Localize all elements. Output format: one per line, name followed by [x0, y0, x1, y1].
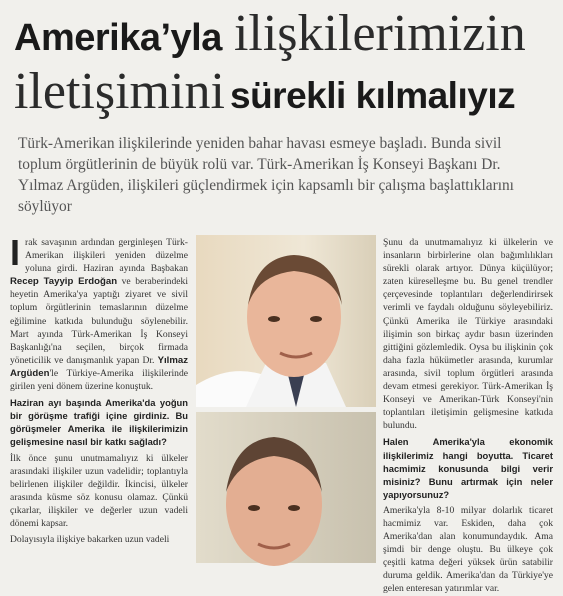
person-name-arguden: Yılmaz Argüden — [10, 354, 188, 379]
answer-paragraph-2: Dolayısıyla ilişkiye bakarken uzun vadeli — [10, 534, 170, 546]
article-column-left — [10, 232, 188, 563]
portrait-photo-bottom — [196, 412, 376, 563]
headline-line-2 — [14, 63, 554, 120]
portrait-illustration-bottom — [196, 412, 376, 563]
drop-cap: I — [10, 232, 21, 273]
intro-paragraph — [10, 232, 188, 393]
headline-line-1 — [14, 5, 554, 62]
answer-paragraph-3: Amerika'yla 8-10 milyar dolarlık ticaret hacmimiz var. Eskiden, daha çok Amerika'dan alan konumundaydık. Ama şimdi bir denge oluştu. Bu ülkeye çok çeşitli katma değeri yüksek ürün satabilir duruma geldik. Amerika'dan da Türkiye'ye gelen enteresan yatırımlar var. — [383, 504, 553, 595]
intro-text-b: ve beraberindeki heyetin Amerika'ya yaptığı ziyaret ve sivil toplum örgütlerinin temaslarının düzelme eğilimine katkıda bulunduğu söylenebilir. Mart ayında Türk-Amerikan İş Konseyi Başkanlığı'na seçilen, birçok firmada yöneticilik ve danışmanlık yapan Dr. — [10, 276, 188, 366]
portrait-photo-top — [196, 235, 376, 407]
headline-bold-1: Amerika’yla — [14, 17, 222, 59]
article-column-right — [383, 236, 553, 595]
body-paragraph: Şunu da unutmamalıyız ki ülkelerin ve insanların birbirlerine olan bağımlılıkları sürekli olarak artıyor. Dünya küçülüyor; zaten küreselleşme bu. Bu genel trendler çerçevesinde toplantıları değerlendirirsek verimli ve faydalı olduğunu söyleyebiliriz. Çünkü Amerika ile Türkiye arasındaki ilişimin son birkaç aydır basın üzerinden gittiğini gözlemledik. Oysa bu ilişkinin çok daha fazla hükümetler arasında, kurumlar arasında, sivil toplum örgütleri arasında devam etmesi gerekiyor. Türk-Amerikan İş Konseyi ve Amerikan-Türk Konseyi'nin toplantıları iletişimin gelişmesine katkıda bulundu. — [383, 237, 553, 432]
interview-question-1: Haziran ayı başında Amerika'da yoğun bir görüşme trafiği içine girdiniz. Bu görüşmeler Amerika ile ilişkilerimizin gelişmesine nasıl bir katkı sağladı? — [10, 397, 188, 448]
answer-paragraph-1: İlk önce şunu unutmamalıyız ki ülkeler arasındaki ilişkiler uzun vadelidir; toplantıyla belirlenen ilişkiler değildir. İkincisi, ülkeler arasında küsme söz konusu olamaz. Çünkü çıkarlar, ilişkiler ve değerler uzun vadeli dönemi kapsar. — [10, 452, 188, 529]
headline-light-2: iletişimini — [14, 63, 225, 120]
intro-text-c: 'le Türkiye-Amerika ilişkilerinde girilen yeni dönem üzerine konuştuk. — [10, 367, 188, 393]
person-name-erdogan: Recep Tayyip Erdoğan — [10, 276, 118, 288]
headline-bold-2: sürekli kılmalıyız — [230, 75, 516, 116]
intro-text-a: rak savaşının ardından gerginleşen Türk-Amerikan ilişkileri yeniden düzelme yoluna girdi. Haziran ayında Başbakan — [25, 237, 188, 275]
portrait-illustration-top — [196, 235, 376, 407]
headline — [14, 5, 554, 120]
interview-question-2: Halen Amerika'yla ekonomik ilişkilerimiz hangi boyutta. Ticaret hacmimiz konusunda bilgi verir misiniz? Bunu artırmak için neler yapıyorsunuz? — [383, 436, 553, 500]
lead-paragraph: Türk-Amerikan ilişkilerinde yeniden bahar havası esmeye başladı. Bunda sivil toplum örgütlerinin de büyük rolü var. Türk-Amerikan İş Konseyi Başkanı Dr. Yılmaz Argüden, ilişkileri güçlendirmek için kapsamlı bir çalışma başlattıklarını söylüyor — [18, 135, 514, 215]
headline-light-1: ilişkilerimizin — [233, 5, 526, 62]
